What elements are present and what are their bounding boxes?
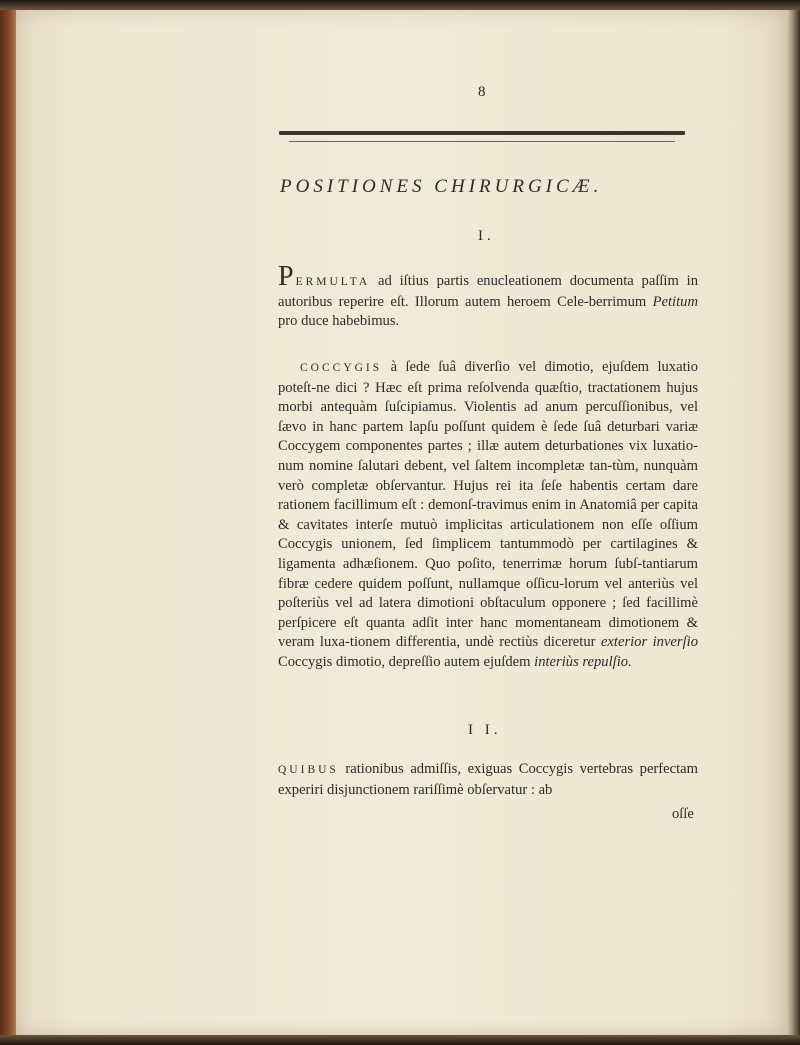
paragraph (278, 358, 698, 673)
paragraph-text-end: pro duce habebimus. (278, 313, 400, 330)
paragraph (278, 261, 698, 332)
catchword: oſſe (672, 806, 694, 822)
section-numeral: I. (478, 228, 495, 244)
paragraph-text: ad iſtius partis enucleationem documenta paſſim in autoribus reperire eſt. Illorum autem heroem Cele-berrimum (278, 273, 698, 310)
lead-word: QUIBUS (278, 764, 339, 776)
paragraph-text: à ſede ſuâ diverſio vel dimotio, ejuſdem luxatio poteſt-ne dici ? Hæc eſt prima reſolvenda quæſtio, tractationem hujus morbi antequàm ſuſcipiamus. Violentis ad anum percuſſionibus, vel ſævo in hanc partem lapſu poſſunt quidem è ſede ſuâ deturbari variæ Coccygem componentes partes ; illæ autem deturbationes vix luxatio-num nomine ſalutari debent, vel ſaltem incompletæ tan-tùm, nunquàm verò completæ obſervantur. Hujus rei ita ſeſe habentis certam dare rationem facillimum eſt : demonſ-travimus enim in Anatomiâ per capita & cavitates interſe mutuò implicitas articulationem non eſſe oſſium Coccygis unionem, ſed ſimplicem tantummodò per cartilagines & ligamenta adhæſionem. Quo poſito, tenerrimæ horum ſubſ-tantiarum fibræ cedere quidem poſſunt, nullamque oſſicu-lorum vel anteriùs vel poſteriùs vel ad latera dimotioni obſtaculum opponere ; ſed facillimè perſpicere eſt quanta adſit inter hanc momentaneam dimotionem & veram luxa-tionem differentia, undè rectiùs diceretur (278, 359, 698, 651)
thin-rule (289, 141, 675, 142)
italic-term: exterior inverſio (600, 634, 698, 651)
paragraph (278, 760, 698, 800)
top-border (0, 0, 800, 10)
bottom-border (0, 1035, 800, 1045)
page-heading: POSITIONES CHIRURGICÆ. (280, 176, 603, 197)
book-binding (0, 0, 16, 1045)
drop-cap: P (278, 261, 294, 292)
italic-name: Petitum (652, 293, 698, 310)
italic-term: interiùs repulſio. (534, 653, 632, 670)
section-numeral: I I. (468, 722, 502, 738)
ornamental-rule (279, 131, 685, 135)
page-edge (786, 0, 800, 1045)
lead-word: COCCYGIS (300, 362, 383, 374)
lead-word: ERMULTA (295, 276, 371, 288)
page-number: 8 (478, 84, 486, 100)
paragraph-text-middle: Coccygis dimotio, depreſſio autem ejuſdem (278, 653, 535, 670)
paragraph-text: rationibus admiſſis, exiguas Coccygis vertebras perfectam experiri disjunctionem rariſſimè obſervatur : ab (278, 761, 698, 798)
